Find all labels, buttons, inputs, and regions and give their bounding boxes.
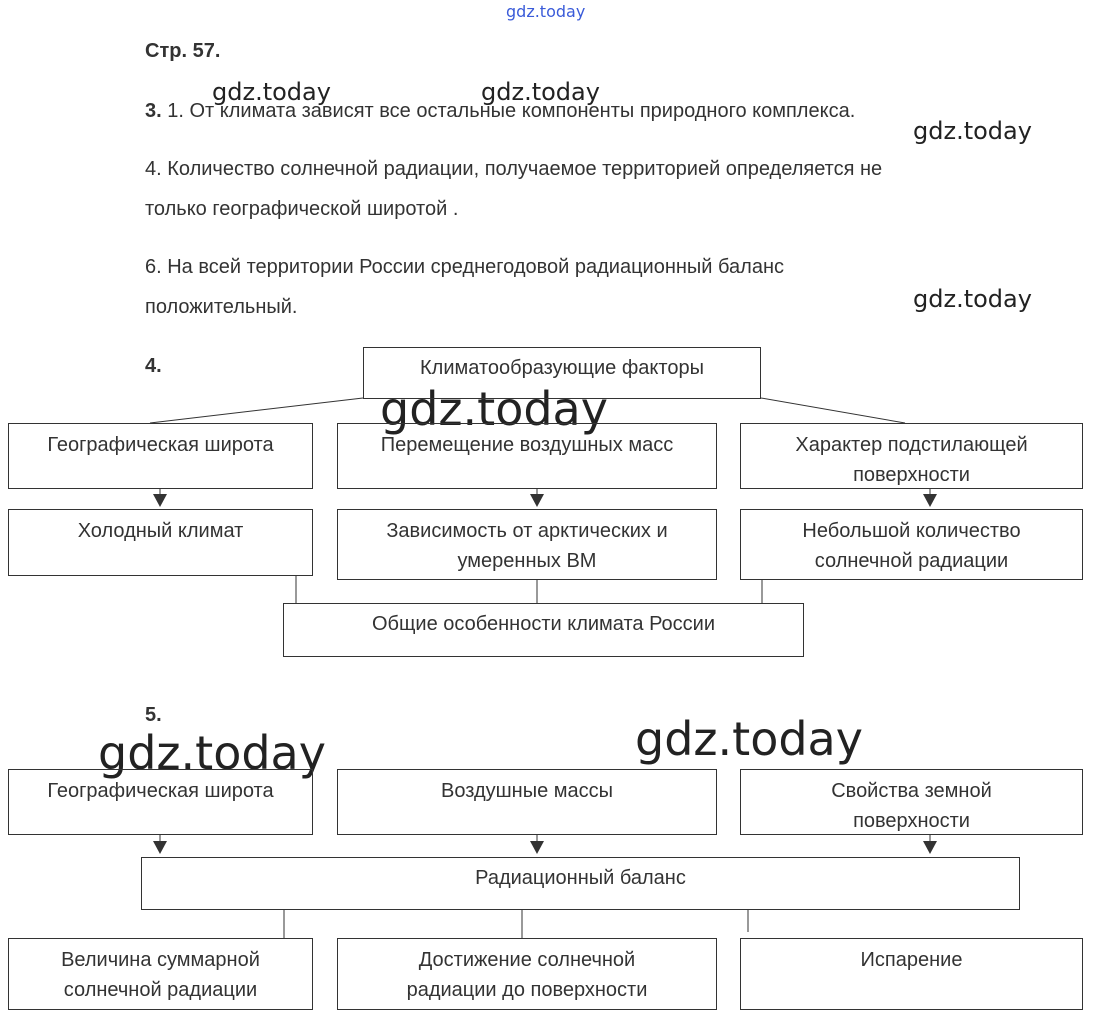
arrow-down-icon xyxy=(530,494,544,507)
watermark-top: gdz.today xyxy=(506,2,586,21)
watermark: gdz.today xyxy=(635,712,863,766)
factor-latitude-box: Географическая широта xyxy=(8,769,313,835)
arrow-down-icon xyxy=(153,841,167,854)
outcome-evaporation-box: Испарение xyxy=(740,938,1083,1010)
climate-factors-box: Климатообразующие факторы xyxy=(363,347,761,399)
russia-climate-box: Общие особенности климата России xyxy=(283,603,804,657)
arrow-down-icon xyxy=(923,841,937,854)
task5-number: 5. xyxy=(145,704,162,726)
watermark: gdz.today xyxy=(380,382,608,436)
outcome-total-radiation-box: Величина суммарной солнечной радиации xyxy=(8,938,313,1010)
task3-line-1: 1. От климата зависят все остальные компоненты природного комплекса. xyxy=(167,100,856,122)
arrow-down-icon xyxy=(923,494,937,507)
factor-air-masses-box: Перемещение воздушных масс xyxy=(337,423,717,489)
task3-line-2a: 4. Количество солнечной радиации, получаемое территорией определяется не xyxy=(145,158,883,180)
factor-surface-properties-box: Свойства земной поверхности xyxy=(740,769,1083,835)
watermark: gdz.today xyxy=(481,78,600,106)
factor-air-masses-box: Воздушные массы xyxy=(337,769,717,835)
task3-line-2b: только географической широтой . xyxy=(145,198,459,220)
page-ref: Стр. 57. xyxy=(145,40,221,62)
radiation-balance-box: Радиационный баланс xyxy=(141,857,1020,910)
task4-number: 4. xyxy=(145,355,162,377)
watermark: gdz.today xyxy=(913,117,1032,145)
watermark: gdz.today xyxy=(212,78,331,106)
watermark: gdz.today xyxy=(98,726,326,780)
arrow-down-icon xyxy=(153,494,167,507)
factor-latitude-box: Географическая широта xyxy=(8,423,313,489)
task3-line-3a: 6. На всей территории России среднегодовой радиационный баланс xyxy=(145,256,784,278)
task3-number: 3. xyxy=(145,100,162,122)
arrow-down-icon xyxy=(530,841,544,854)
effect-radiation-box: Небольшой количество солнечной радиации xyxy=(740,509,1083,580)
task3-line-3b: положительный. xyxy=(145,296,298,318)
effect-cold-climate-box: Холодный климат xyxy=(8,509,313,576)
effect-air-masses-box: Зависимость от арктических и умеренных ВМ xyxy=(337,509,717,580)
outcome-surface-radiation-box: Достижение солнечной радиации до поверхности xyxy=(337,938,717,1010)
factor-surface-box: Характер подстилающей поверхности xyxy=(740,423,1083,489)
watermark: gdz.today xyxy=(913,285,1032,313)
